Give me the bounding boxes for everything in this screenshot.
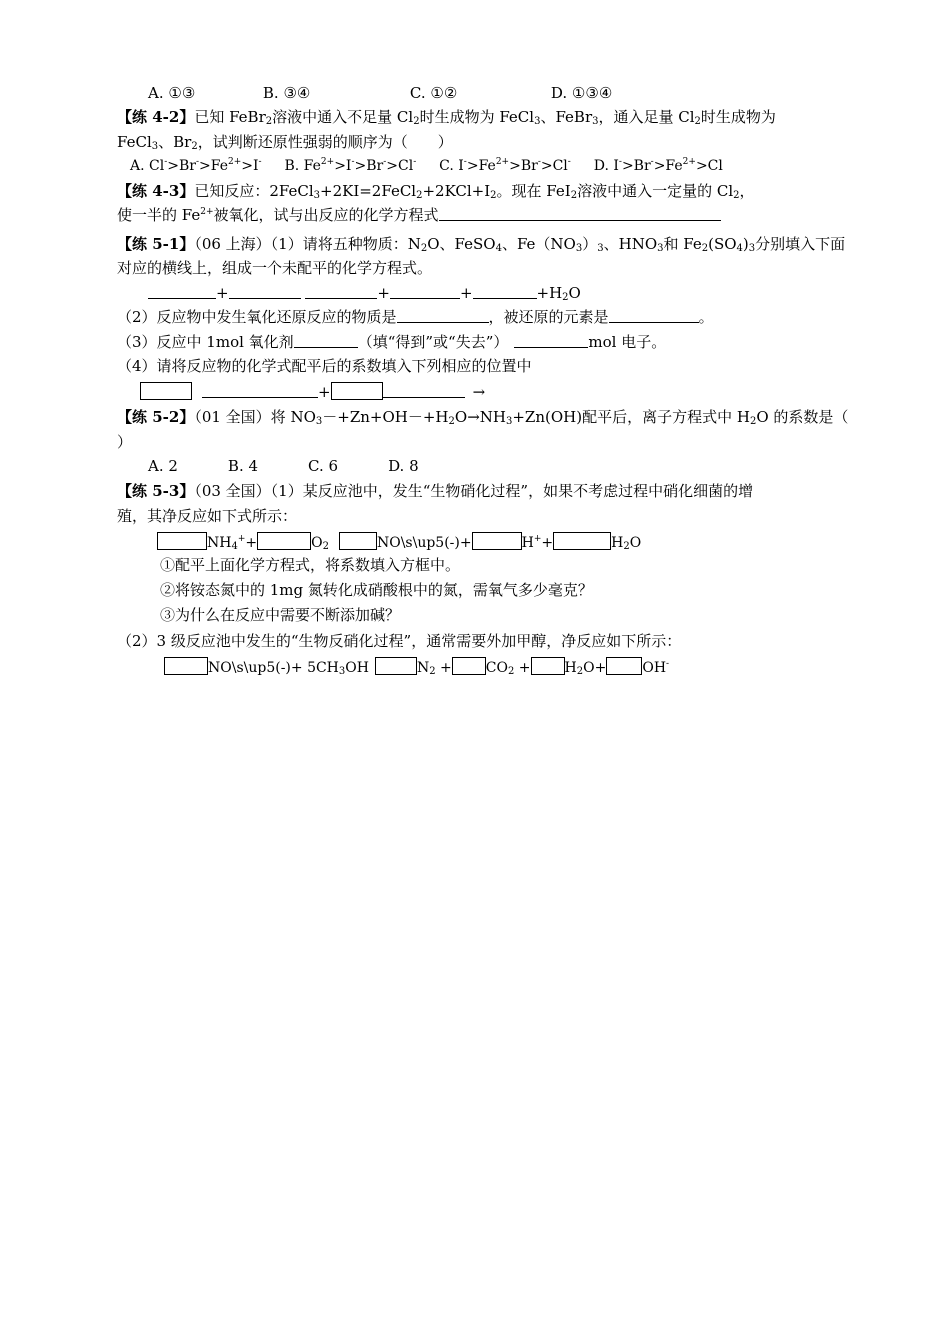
eq-text: H [564,660,577,676]
q51-text: 、Fe（NO [501,235,576,253]
eq-text: OH [345,660,369,676]
q43-line2: 使一半的 $Fe^{2+}$被氧化，试与出反应的化学方程式 [117,206,721,224]
coefficient-box[interactable] [375,657,417,675]
q51-text: （填“得到”或“失去”） [357,333,509,351]
eq-text: CO [485,660,508,676]
q51-text: ) [742,235,749,253]
q53-equation2: NO\s\up5(-)+ $5CH_3OH$ $N_2 + CO_2 + H_2O+ OH^-$ [164,657,669,677]
q53-step2: ②将铵态氮中的 1mg 氮转化成硝酸根中的氮，需氧气多少毫克？ [160,581,593,599]
arrow-icon: → [472,383,486,401]
eq-text: + [435,660,452,676]
eq-text: O [568,284,581,302]
plus-sign: + [377,284,390,302]
eq-text: H [611,535,624,551]
q41-options [148,84,612,102]
coefficient-box[interactable] [452,657,486,675]
q42-text: ，试判断还原性强弱的顺序为（ ） [197,133,453,151]
option-a-label: A. [148,84,164,102]
option-c-label: C. [409,84,426,102]
coefficient-box[interactable] [257,532,311,550]
eq-text: NH [207,535,232,551]
q42-text: 、FeBr [540,108,593,126]
answer-blank[interactable] [229,284,301,299]
q51-text: （3）反应中 1mol 氧化剂 [117,333,294,351]
q53-line2: 殖，其净反应如下式所示： [117,507,298,525]
q51-text: 、HNO [603,235,658,253]
q52-text: －+Zn+OH [322,408,408,426]
q52-tag: 【练 5-2】 [117,408,195,426]
q43-text: 被氧化，试与出反应的化学方程式 [213,206,439,224]
q51-text: 分别填入下面 [755,235,846,253]
q51-text: （2）反应物中发生氧化还原反应的物质是 [117,308,397,326]
q42-options [130,157,723,175]
q42-tag: 【练 4-2】 [117,108,195,126]
coefficient-box[interactable] [553,532,611,550]
q51-part2 [117,308,714,326]
q51-line2: 对应的横线上，组成一个未配平的化学方程式。 [117,259,433,277]
eq-text: NO\s\up5(-)+ [376,535,472,551]
coefficient-box[interactable] [339,532,377,550]
q43-text: 使一半的 Fe [117,206,201,224]
q43-text: 。现在 FeI [496,182,571,200]
eq-text: NO\s\up5(-)+ 5CH [208,660,339,676]
q43-text: 溶液中通入一定量的 Cl [577,182,734,200]
q51-text: ） [582,235,598,253]
q51-text: 。 [698,308,714,326]
eq-text: O+ [583,660,607,676]
q51-text: O、FeSO [427,235,496,253]
option-c-text: ①② [430,84,458,102]
q42-text: 溶液中通入不足量 Cl [272,108,414,126]
coefficient-box[interactable] [140,382,192,400]
q52-text: （01 全国）将 NO [194,408,316,426]
plus-sign: + [216,284,229,302]
q53-line1 [117,482,753,500]
q43-tag: 【练 4-3】 [117,182,195,200]
q52-option-d: D. 8 [388,457,419,475]
q51-part3 [117,333,666,351]
answer-blank[interactable] [294,333,358,348]
q51-text: （06 上海）（1）请将五种物质：N [194,235,421,253]
q52-text: O 的系数是（ [756,408,849,426]
q52-text: 配平后，离子方程式中 H [582,408,750,426]
coefficient-box[interactable] [472,532,522,550]
q51-part4: （4）请将反应物的化学式配平后的系数填入下列相应的位置中 [117,357,532,375]
q52-text: +Zn(OH) [512,408,583,426]
q51-text: mol 电子。 [588,333,667,351]
q52-options [148,457,419,475]
q42-text: 时生成物为 FeCl [419,108,535,126]
plus-sign: + [459,284,473,302]
q42-text: 、Br [158,133,192,151]
q51-equation: + + + $+H_2O$ [148,284,581,302]
q52-text: －+H [407,408,449,426]
eq-text: + [514,660,531,676]
q53-part2: （2）3 级反应池中发生的“生物反硝化过程”，通常需要外加甲醇，净反应如下所示： [117,632,682,650]
q51-text: 和 Fe [663,235,702,253]
option-b-text: ③④ [283,84,311,102]
q42-option-b: B. $Fe^{2+}>I^->Br^->Cl^-$ [284,157,417,174]
q52-text: O→NH [454,408,506,426]
q42-text: 时生成物为 [700,108,776,126]
q43-text: +2KCl+I [422,182,491,200]
q52-option-c: C. 6 [308,457,339,475]
q42-line2: FeCl$_3$、$Br_2$，试判断还原性强弱的顺序为（ ） [117,133,453,152]
q52-line2: ） [117,433,133,451]
q52-line1: 【练 5-2】（01 全国）将 $NO_3-+Zn+OH-+H_2O\to NH_3+Zn(OH)$配平后，离子方程式中 $H_2O$ 的系数是（ [117,408,849,427]
q43-text: ， [739,182,755,200]
q42-text: FeCl [117,133,152,151]
eq-text: + [541,535,554,551]
answer-blank[interactable] [473,284,537,299]
q51-tag: 【练 5-1】 [117,235,195,253]
q43-line1: 【练 4-3】已知反应：$2FeCl_3+2KI=2FeCl_2+2KCl+I_2$。现在 FeI$_2$溶液中通入一定量的 $Cl_2$， [117,182,755,201]
coefficient-box[interactable] [606,657,642,675]
coefficient-box[interactable] [331,382,383,400]
answer-blank[interactable] [202,383,318,398]
answer-blank[interactable] [397,308,489,323]
eq-text: + [245,535,258,551]
option-d-text: ①③④ [571,84,613,102]
q42-text: 已知 FeBr [194,108,266,126]
eq-text: +H [536,284,563,302]
q42-text: ，通入足量 Cl [598,108,695,126]
q53-tag: 【练 5-3】 [117,482,195,500]
option-a-text: ①③ [168,84,196,102]
q43-text: +2KI=2FeCl [320,182,417,200]
answer-blank[interactable] [383,383,465,398]
answer-blank[interactable] [305,284,377,299]
q42-option-d: D. $I^->Br^->Fe^{2+}>Cl$ [593,157,723,174]
q53-step1: ①配平上面化学方程式，将系数填入方框中。 [160,556,461,574]
q51-text: (SO [708,235,737,253]
eq-text: O [311,535,323,551]
q53-text: （03 全国）（1）某反应池中，发生“生物硝化过程”，如果不考虑过程中硝化细菌的增 [194,482,754,500]
answer-blank[interactable] [148,284,216,299]
option-d-label: D. [550,84,568,102]
q43-text: 已知反应：2FeCl [194,182,314,200]
q51-text: ，被还原的元素是 [488,308,609,326]
coefficient-box[interactable] [531,657,565,675]
coefficient-box[interactable] [164,657,208,675]
q51-coef-row [140,382,485,401]
q52-option-b: B. 4 [227,457,259,475]
plus-sign: + [318,383,331,401]
eq-text: O [629,535,642,551]
coefficient-box[interactable] [157,532,207,550]
q42-option-c: C. $I^->Fe^{2+}>Br^->Cl^-$ [439,157,571,174]
q42-line1: 【练 4-2】已知 FeBr$_2$溶液中通入不足量 $Cl_2$时生成物为 FeCl$_3$、FeBr$_3$，通入足量 $Cl_2$时生成物为 [117,108,776,127]
answer-blank[interactable] [609,308,699,323]
q42-option-a: A. $Cl^->Br^->Fe^{2+}>I^-$ [130,157,262,174]
answer-blank[interactable] [439,206,721,221]
q51-line1: 【练 5-1】（06 上海）（1）请将五种物质：$N_2O$、FeSO$_4$、$Fe(NO_3)_3$、$HNO_3$和 $Fe_2(SO_4)_3$分别填入下面 [117,235,846,254]
q53-step3: ③为什么在反应中需要不断添加碱？ [160,606,401,624]
eq-text: N [416,660,430,676]
q53-equation1: $NH_4^++ O_2$ NO\s\up5(-)+ $H^++ H_2O$ [157,532,641,552]
answer-blank[interactable] [390,284,460,299]
answer-blank[interactable] [514,333,588,348]
eq-text: H [521,535,534,551]
option-b-label: B. [262,84,279,102]
eq-text: OH [642,660,667,676]
q52-option-a: A. 2 [148,457,178,475]
